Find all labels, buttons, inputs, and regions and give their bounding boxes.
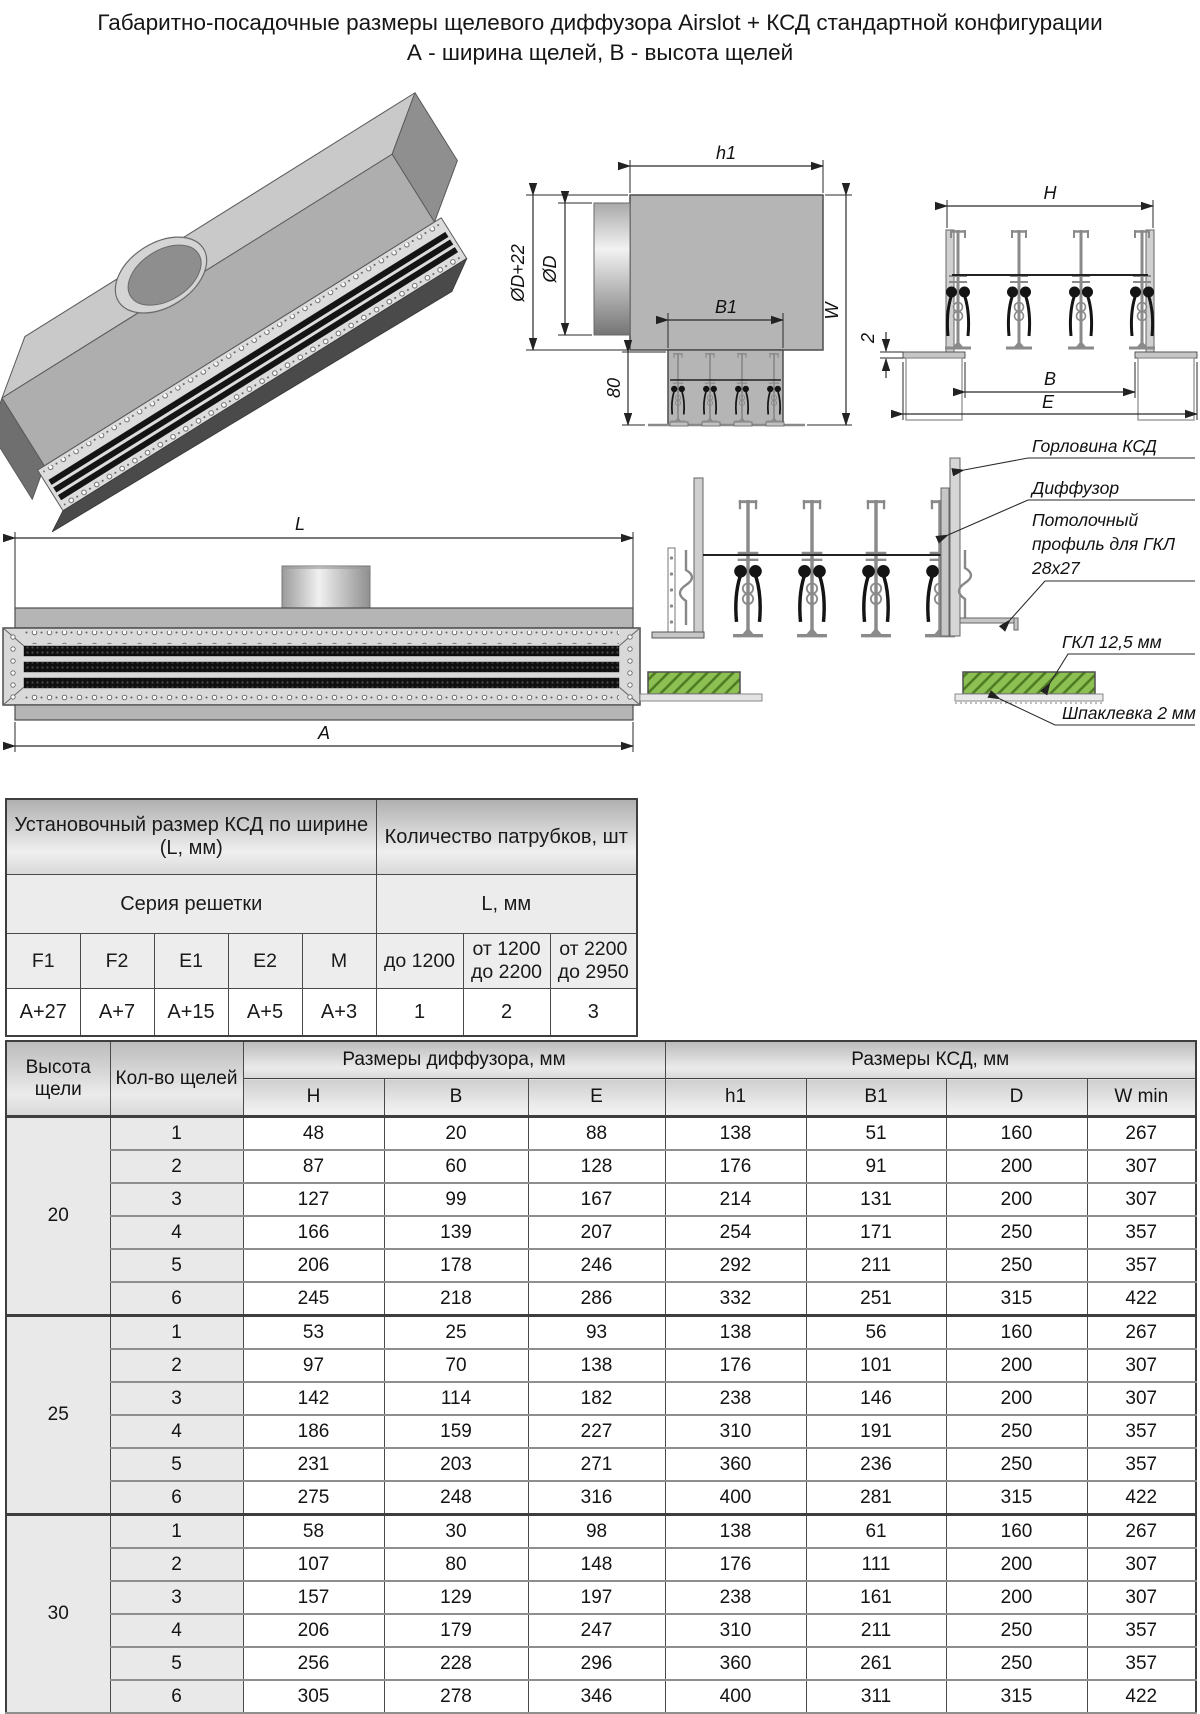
dim-label-80: 80: [604, 377, 624, 399]
dimension-value: 231: [243, 1448, 384, 1481]
dimension-value: 310: [665, 1614, 806, 1647]
dimension-value: 360: [665, 1448, 806, 1481]
dimension-value: 20: [384, 1117, 528, 1151]
dimension-row: [6, 1183, 1196, 1216]
dim-label-l: L: [294, 514, 306, 534]
dimension-value: 200: [946, 1349, 1087, 1382]
dimensions-table-body: [6, 1117, 1196, 1714]
gorlovina-wall: [950, 458, 960, 636]
dimension-value: 200: [946, 1150, 1087, 1183]
series-formula: A+3: [302, 989, 376, 1037]
dimension-value: 400: [665, 1680, 806, 1713]
dimension-value: 360: [665, 1647, 806, 1680]
dimension-value: 114: [384, 1382, 528, 1415]
dimension-value: 315: [946, 1481, 1087, 1515]
dimension-value: 292: [665, 1249, 806, 1282]
dimension-value: 271: [528, 1448, 665, 1481]
dimension-row: [6, 1382, 1196, 1415]
slot-count-value: 4: [110, 1216, 243, 1249]
col-header-H: H: [243, 1079, 384, 1117]
dimension-value: 250: [946, 1647, 1087, 1680]
dimension-value: 305: [243, 1680, 384, 1713]
col-header-slot-count: Кол-во щелей: [110, 1041, 243, 1117]
dimension-value: 138: [665, 1515, 806, 1549]
dimension-row: [6, 1647, 1196, 1680]
dimension-value: 80: [384, 1548, 528, 1581]
dimension-value: 250: [946, 1415, 1087, 1448]
ksd-side-view: [508, 143, 852, 426]
dimension-value: 87: [243, 1150, 384, 1183]
slot-count-value: 5: [110, 1448, 243, 1481]
shpaklevka-layer: [955, 694, 1103, 701]
dimension-value: 256: [243, 1647, 384, 1680]
dimension-value: 422: [1087, 1282, 1196, 1316]
dim-label-b1: B1: [714, 297, 738, 317]
title-line-1: Габаритно-посадочные размеры щелевого диффузора Airslot + КСД стандартной конфигурации: [97, 10, 1103, 35]
annotation-gkl: ГКЛ 12,5 мм: [1062, 632, 1162, 652]
dimension-value: 159: [384, 1415, 528, 1448]
dimension-value: 131: [806, 1183, 946, 1216]
dimension-value: 422: [1087, 1680, 1196, 1713]
dimension-value: 167: [528, 1183, 665, 1216]
dimension-value: 197: [528, 1581, 665, 1614]
dimension-value: 148: [528, 1548, 665, 1581]
dimension-value: 182: [528, 1382, 665, 1415]
dimension-value: 101: [806, 1349, 946, 1382]
dimension-value: 316: [528, 1481, 665, 1515]
dim-label-e: E: [1041, 392, 1055, 412]
dimension-value: 203: [384, 1448, 528, 1481]
ceiling-install-view: [640, 436, 1196, 725]
slot-count-value: 6: [110, 1680, 243, 1713]
series-name: M: [302, 934, 376, 989]
dimension-value: 176: [665, 1150, 806, 1183]
slot-count-value: 1: [110, 1117, 243, 1151]
dimension-value: 267: [1087, 1515, 1196, 1549]
dimension-value: 161: [806, 1581, 946, 1614]
diffuser-section-view: [858, 183, 1197, 420]
dimension-value: 275: [243, 1481, 384, 1515]
dim-label-h1: h1: [715, 143, 737, 163]
series-formula: A+15: [154, 989, 228, 1037]
dimension-value: 98: [528, 1515, 665, 1549]
dimension-value: 138: [528, 1349, 665, 1382]
dimension-value: 357: [1087, 1647, 1196, 1680]
dimension-row: [6, 1349, 1196, 1382]
branch-count: 1: [376, 989, 463, 1037]
dimension-value: 247: [528, 1614, 665, 1647]
slot-count-value: 3: [110, 1382, 243, 1415]
dimension-value: 278: [384, 1680, 528, 1713]
group-header-ksd: Размеры КСД, мм: [665, 1041, 1196, 1079]
page-title: [0, 8, 1200, 69]
dimension-value: 214: [665, 1183, 806, 1216]
dimension-value: 236: [806, 1448, 946, 1481]
dimension-value: 307: [1087, 1183, 1196, 1216]
dimension-value: 211: [806, 1249, 946, 1282]
dimension-value: 93: [528, 1316, 665, 1350]
dimension-value: 307: [1087, 1150, 1196, 1183]
dimension-value: 25: [384, 1316, 528, 1350]
length-subheader: L, мм: [376, 875, 637, 934]
slot-count-value: 1: [110, 1316, 243, 1350]
dimension-value: 238: [665, 1581, 806, 1614]
dimension-value: 218: [384, 1282, 528, 1316]
dimension-value: 200: [946, 1581, 1087, 1614]
dimension-value: 357: [1087, 1216, 1196, 1249]
slot-count-value: 6: [110, 1481, 243, 1515]
dimension-value: 53: [243, 1316, 384, 1350]
dimension-value: 307: [1087, 1349, 1196, 1382]
dimension-row: [6, 1216, 1196, 1249]
dimension-value: 254: [665, 1216, 806, 1249]
technical-drawings: [0, 80, 1200, 770]
mounting-header-right: Количество патрубков, шт: [376, 799, 637, 875]
slot-count-value: 3: [110, 1183, 243, 1216]
dimension-value: 307: [1087, 1382, 1196, 1415]
col-header-E: E: [528, 1079, 665, 1117]
dimension-value: 60: [384, 1150, 528, 1183]
dim-label-h: H: [1043, 183, 1057, 203]
dim-label-a: A: [317, 723, 331, 743]
dimension-row: [6, 1515, 1196, 1549]
dimension-row: [6, 1614, 1196, 1647]
dimension-value: 200: [946, 1548, 1087, 1581]
dim-label-b: B: [1043, 369, 1057, 389]
series-name: E2: [228, 934, 302, 989]
dimension-value: 357: [1087, 1614, 1196, 1647]
dimension-value: 48: [243, 1117, 384, 1151]
dimension-value: 315: [946, 1282, 1087, 1316]
dimension-value: 179: [384, 1614, 528, 1647]
annotation-gorlovina: Горловина КСД: [1032, 436, 1157, 456]
dimension-value: 357: [1087, 1448, 1196, 1481]
branch-count: 3: [550, 989, 637, 1037]
dimension-value: 99: [384, 1183, 528, 1216]
diffuser-wall: [941, 488, 949, 636]
dimension-value: 107: [243, 1548, 384, 1581]
dimension-value: 129: [384, 1581, 528, 1614]
dimension-value: 357: [1087, 1249, 1196, 1282]
dimension-value: 56: [806, 1316, 946, 1350]
dimension-row: [6, 1117, 1196, 1151]
dimension-row: [6, 1415, 1196, 1448]
dimension-value: 250: [946, 1249, 1087, 1282]
dimension-value: 400: [665, 1481, 806, 1515]
mounting-header-left: Установочный размер КСД по ширине (L, мм): [6, 799, 376, 875]
dimension-value: 315: [946, 1680, 1087, 1713]
branch-count: 2: [463, 989, 550, 1037]
annotation-profile-3: 28х27: [1032, 558, 1080, 578]
dimension-value: 171: [806, 1216, 946, 1249]
dimension-value: 176: [665, 1548, 806, 1581]
slot-band: [24, 662, 619, 672]
dimensions-table: [5, 1040, 1197, 1714]
dimension-value: 311: [806, 1680, 946, 1713]
annotation-diffuser: Диффузор: [1032, 478, 1120, 498]
slot-height-value: 30: [6, 1515, 110, 1714]
series-name: F1: [6, 934, 80, 989]
dimension-value: 307: [1087, 1548, 1196, 1581]
ceiling-profile: [960, 618, 1018, 623]
dimension-value: 176: [665, 1349, 806, 1382]
dimension-value: 160: [946, 1316, 1087, 1350]
dimension-value: 200: [946, 1382, 1087, 1415]
dimension-row: [6, 1680, 1196, 1713]
dimension-value: 70: [384, 1349, 528, 1382]
dimension-value: 332: [665, 1282, 806, 1316]
dimension-value: 267: [1087, 1117, 1196, 1151]
dimension-value: 30: [384, 1515, 528, 1549]
dimension-value: 138: [665, 1117, 806, 1151]
collar-side: [594, 203, 630, 335]
dimension-value: 58: [243, 1515, 384, 1549]
dimension-value: 250: [946, 1614, 1087, 1647]
length-range: от 1200 до 2200: [463, 934, 550, 989]
length-range: от 2200 до 2950: [550, 934, 637, 989]
dimension-value: 139: [384, 1216, 528, 1249]
dimension-value: 186: [243, 1415, 384, 1448]
dimension-value: 178: [384, 1249, 528, 1282]
slot-count-value: 5: [110, 1249, 243, 1282]
dimension-row: [6, 1548, 1196, 1581]
gkl-board-left: [648, 672, 740, 694]
dimension-value: 128: [528, 1150, 665, 1183]
title-line-2: А - ширина щелей, В - высота щелей: [406, 40, 794, 66]
dimension-value: 127: [243, 1183, 384, 1216]
slot-count-value: 4: [110, 1415, 243, 1448]
col-header-slot-height: Высота щели: [6, 1041, 110, 1117]
col-header-B1: B1: [806, 1079, 946, 1117]
dimension-value: 97: [243, 1349, 384, 1382]
isometric-view: [0, 83, 515, 539]
dimension-value: 267: [1087, 1316, 1196, 1350]
dimension-value: 191: [806, 1415, 946, 1448]
dimension-value: 245: [243, 1282, 384, 1316]
series-formula: A+5: [228, 989, 302, 1037]
slot-count-value: 2: [110, 1548, 243, 1581]
annotation-profile-1: Потолочный: [1032, 510, 1139, 530]
slot-count-value: 3: [110, 1581, 243, 1614]
series-formula: A+27: [6, 989, 80, 1037]
dimension-value: 261: [806, 1647, 946, 1680]
dimension-value: 250: [946, 1448, 1087, 1481]
dimension-value: 357: [1087, 1415, 1196, 1448]
col-header-B: B: [384, 1079, 528, 1117]
dimension-value: 146: [806, 1382, 946, 1415]
dimension-value: 251: [806, 1282, 946, 1316]
slot-count-value: 6: [110, 1282, 243, 1316]
dimension-value: 206: [243, 1614, 384, 1647]
dimension-value: 200: [946, 1183, 1087, 1216]
dimension-value: 160: [946, 1515, 1087, 1549]
collar-front: [282, 566, 370, 608]
dimension-value: 111: [806, 1548, 946, 1581]
series-formula: A+7: [80, 989, 154, 1037]
slot-height-value: 25: [6, 1316, 110, 1515]
dimension-value: 228: [384, 1647, 528, 1680]
series-name: E1: [154, 934, 228, 989]
dimension-value: 227: [528, 1415, 665, 1448]
slot-count-value: 2: [110, 1349, 243, 1382]
col-header-Wmin: W min: [1087, 1079, 1196, 1117]
dimension-value: 138: [665, 1316, 806, 1350]
slot-count-value: 2: [110, 1150, 243, 1183]
dimension-value: 166: [243, 1216, 384, 1249]
dimension-value: 206: [243, 1249, 384, 1282]
dim-label-d22: ØD+22: [508, 244, 528, 302]
annotation-profile-2: профиль для ГКЛ: [1032, 534, 1175, 554]
dimension-value: 281: [806, 1481, 946, 1515]
slot-band: [24, 646, 619, 656]
dimension-value: 88: [528, 1117, 665, 1151]
dimension-value: 142: [243, 1382, 384, 1415]
series-subheader: Серия решетки: [6, 875, 376, 934]
slot-band: [24, 678, 619, 688]
dimension-value: 157: [243, 1581, 384, 1614]
dimension-value: 160: [946, 1117, 1087, 1151]
dimension-value: 61: [806, 1515, 946, 1549]
dimension-row: [6, 1316, 1196, 1350]
group-header-diffuser: Размеры диффузора, мм: [243, 1041, 665, 1079]
dimension-value: 207: [528, 1216, 665, 1249]
dimension-value: 346: [528, 1680, 665, 1713]
front-view: [3, 514, 640, 752]
dim-label-d: ØD: [540, 255, 560, 283]
dimension-value: 246: [528, 1249, 665, 1282]
dimension-value: 296: [528, 1647, 665, 1680]
dimension-value: 238: [665, 1382, 806, 1415]
slot-count-value: 5: [110, 1647, 243, 1680]
dimension-value: 250: [946, 1216, 1087, 1249]
col-header-D: D: [946, 1079, 1087, 1117]
slot-height-value: 20: [6, 1117, 110, 1316]
gkl-board-right: [963, 672, 1095, 694]
dimension-row: [6, 1249, 1196, 1282]
series-name: F2: [80, 934, 154, 989]
dim-label-w: W: [822, 302, 842, 320]
dimension-row: [6, 1581, 1196, 1614]
length-range: до 1200: [376, 934, 463, 989]
dimension-row: [6, 1481, 1196, 1515]
dimension-row: [6, 1282, 1196, 1316]
dimension-value: 422: [1087, 1481, 1196, 1515]
dimension-value: 211: [806, 1614, 946, 1647]
dimension-value: 51: [806, 1117, 946, 1151]
col-header-h1: h1: [665, 1079, 806, 1117]
dimension-value: 286: [528, 1282, 665, 1316]
mounting-size-table: [5, 798, 638, 1037]
dimension-value: 307: [1087, 1581, 1196, 1614]
slot-count-value: 4: [110, 1614, 243, 1647]
slot-count-value: 1: [110, 1515, 243, 1549]
dimension-value: 91: [806, 1150, 946, 1183]
dimension-value: 310: [665, 1415, 806, 1448]
dimension-row: [6, 1150, 1196, 1183]
annotation-shpaklevka: Шпаклевка 2 мм: [1062, 703, 1196, 723]
dim-label-2: 2: [858, 332, 878, 344]
dimension-row: [6, 1448, 1196, 1481]
dimension-value: 248: [384, 1481, 528, 1515]
